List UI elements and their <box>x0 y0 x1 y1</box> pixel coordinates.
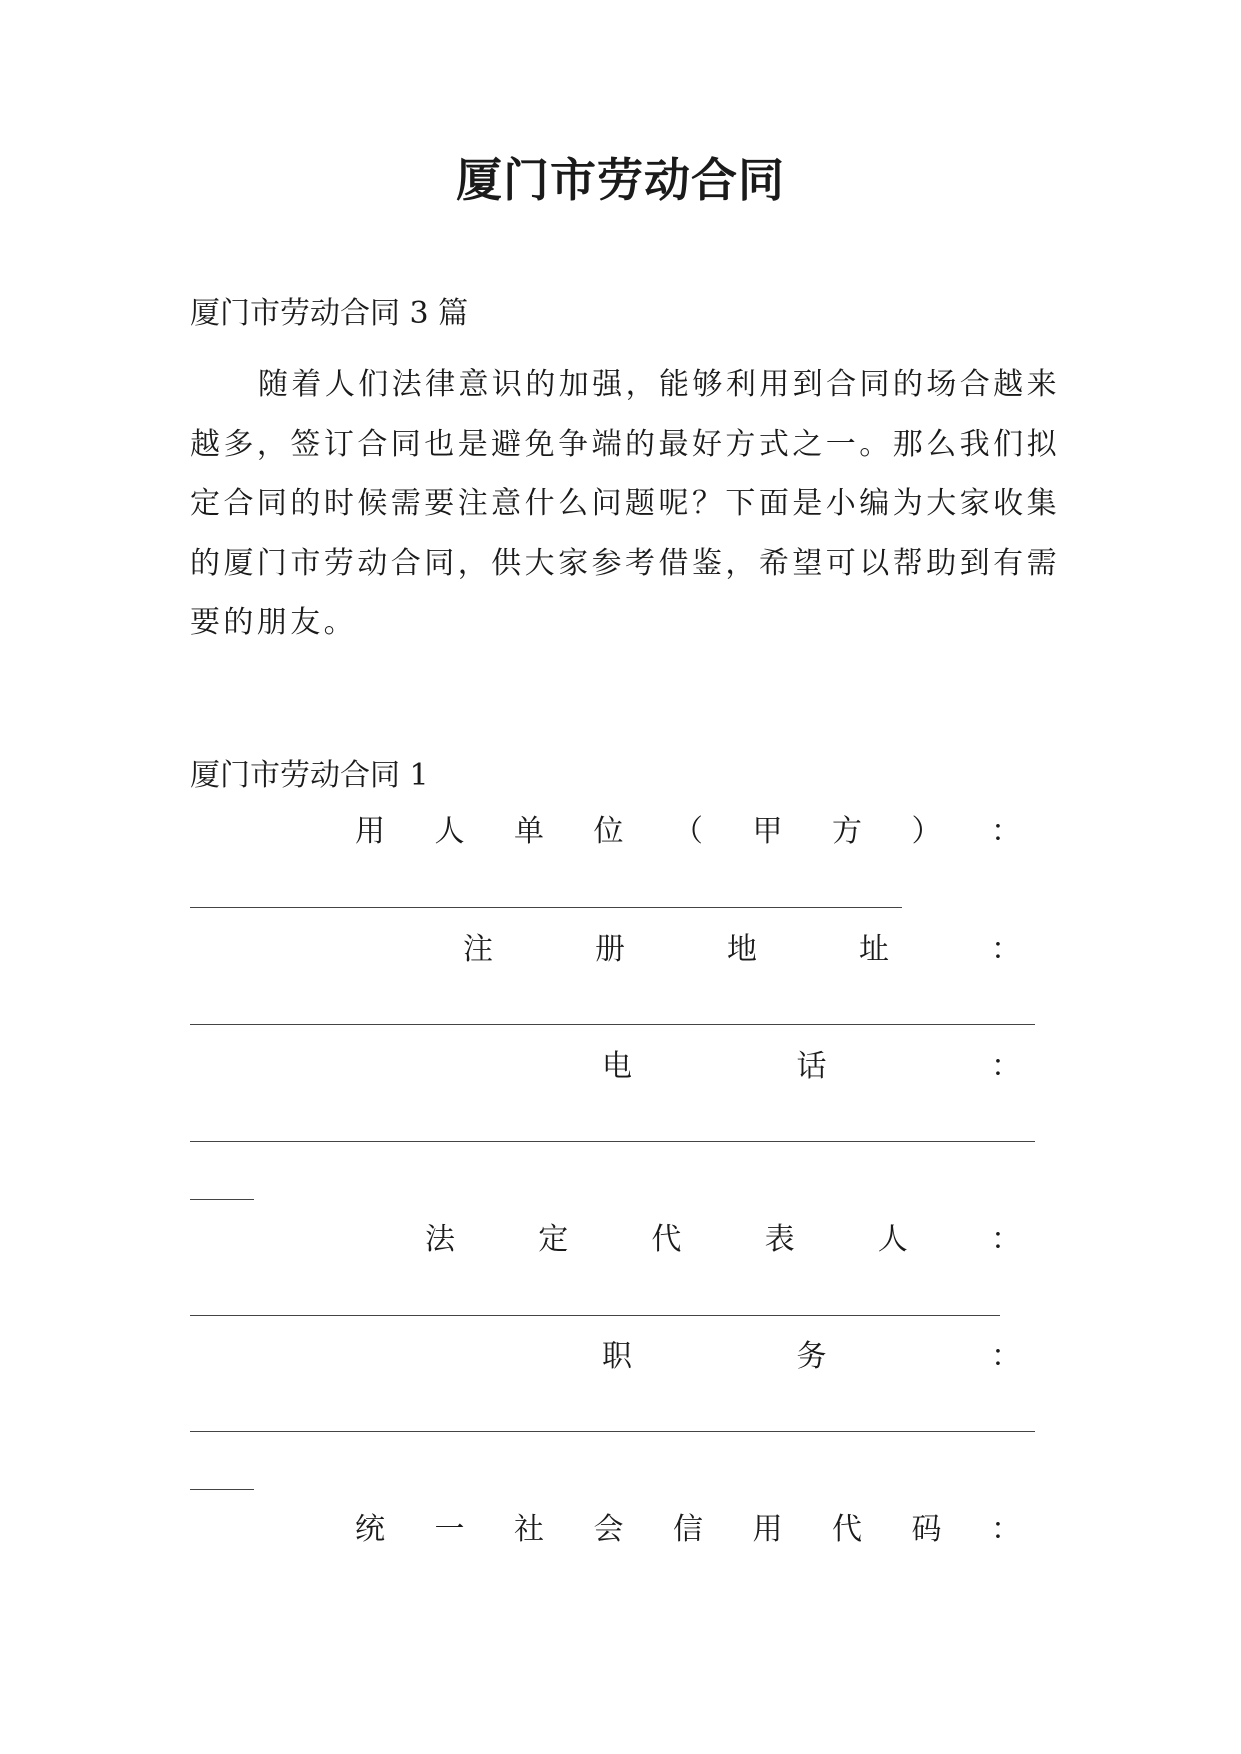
label-char: 会 <box>593 1512 624 1547</box>
label-char: 册 <box>595 932 625 967</box>
employer-name-label <box>355 812 1021 852</box>
label-char: 电 <box>602 1049 632 1084</box>
document-heading: 厦门市劳动合同 3 篇 <box>190 296 469 331</box>
phone-blank <box>190 1141 1035 1142</box>
registered-address-label <box>463 930 1021 970</box>
label-char: ： <box>991 932 1021 967</box>
credit-code-label <box>355 1510 1021 1550</box>
legal-representative-blank <box>190 1315 1000 1316</box>
legal-representative-label <box>425 1220 1021 1260</box>
label-char: 用 <box>355 814 385 849</box>
label-char: 表 <box>764 1222 795 1257</box>
label-char: ： <box>991 1512 1021 1547</box>
label-char: 人 <box>434 814 465 849</box>
label-char: 代 <box>651 1222 682 1257</box>
intro-paragraph: 随着人们法律意识的加强，能够利用到合同的场合越来越多，签订合同也是避免争端的最好方式之一。那么我们拟定合同的时候需要注意什么问题呢？下面是小编为大家收集的厦门市劳动合同，供大家参考借鉴，希望可以帮助到有需要的朋友。 <box>190 367 1060 640</box>
label-char: 用 <box>752 1512 783 1547</box>
label-char: 地 <box>727 932 757 967</box>
label-char: 信 <box>673 1512 703 1547</box>
label-char: 职 <box>602 1339 632 1374</box>
registered-address-blank <box>190 1024 1035 1025</box>
position-label <box>602 1337 1021 1377</box>
label-char: 统 <box>355 1512 385 1547</box>
position-blank <box>190 1431 1035 1432</box>
label-char: 法 <box>425 1222 455 1257</box>
label-char: （ <box>673 814 703 849</box>
label-char: 码 <box>911 1512 942 1547</box>
section-heading: 厦门市劳动合同 1 <box>190 758 429 793</box>
label-char: 位 <box>593 814 624 849</box>
label-char: ： <box>990 1222 1021 1257</box>
label-char: 定 <box>538 1222 569 1257</box>
document-title: 厦门市劳动合同 <box>456 153 785 207</box>
label-char: 一 <box>434 1512 465 1547</box>
label-char: 代 <box>832 1512 862 1547</box>
label-char: 务 <box>796 1339 827 1374</box>
label-char: 甲 <box>752 814 783 849</box>
label-char: 单 <box>514 814 544 849</box>
label-char: 址 <box>859 932 889 967</box>
label-char: 社 <box>514 1512 544 1547</box>
label-char: 方 <box>832 814 862 849</box>
phone-label <box>602 1047 1021 1087</box>
label-char: 人 <box>877 1222 908 1257</box>
label-char: ） <box>911 814 942 849</box>
label-char: 话 <box>796 1049 827 1084</box>
label-char: ： <box>991 1049 1021 1084</box>
label-char: 注 <box>463 932 493 967</box>
phone-blank-continued <box>190 1199 254 1200</box>
position-blank-continued <box>190 1489 254 1490</box>
label-char: ： <box>991 1339 1021 1374</box>
employer-name-blank <box>190 907 902 908</box>
label-char: ： <box>991 814 1021 849</box>
